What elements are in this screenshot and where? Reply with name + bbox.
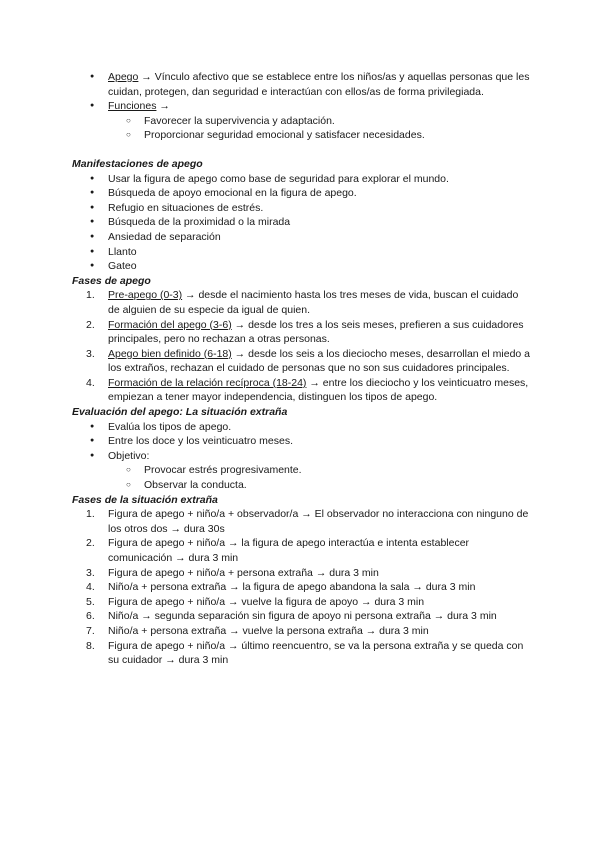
list-item: ● Ansiedad de separación <box>108 230 532 245</box>
list-item: ● Evalúa los tipos de apego. <box>108 420 532 435</box>
phase-text: Niño/a + persona extraña → la figura de apego abandona la sala → dura 3 min <box>108 581 476 594</box>
numbered-item <box>86 580 532 595</box>
phase-term: Pre-apego (0-3) <box>108 289 183 302</box>
item-number: 2. <box>86 537 95 550</box>
phase-text: Figura de apego + niño/a + persona extraña → dura 3 min <box>108 566 379 579</box>
phase-text: → desde los seis a los dieciocho meses, desarrollan el miedo a los extraños, rechazan el cuidado de personas que no son sus cuidadores principales. <box>108 347 531 375</box>
phase-text: → entre los dieciocho y los veinticuatro meses, empiezan a tener mayor independencia, distinguen los tipos de apego. <box>108 376 529 404</box>
phase-text: Figura de apego + niño/a → vuelve la figura de apoyo → dura 3 min <box>108 595 425 608</box>
sublist-item: ○ Provocar estrés progresivamente. <box>144 463 532 478</box>
list-item: ● Búsqueda de apoyo emocional en la figura de apego. <box>108 186 532 201</box>
item-number: 4. <box>86 376 95 389</box>
arrow-text: → <box>156 100 170 113</box>
numbered-item <box>86 536 532 565</box>
list-item <box>108 99 532 143</box>
numbered-item <box>86 624 532 639</box>
document-page <box>72 70 532 668</box>
item-number: 8. <box>86 639 95 652</box>
heading-manifestaciones: Manifestaciones de apego <box>72 157 203 170</box>
phase-term: Apego bien definido (6-18) <box>108 347 232 360</box>
spacer <box>72 143 532 157</box>
list-item: ● Búsqueda de la proximidad o la mirada <box>108 215 532 230</box>
objetivo-sublist <box>108 463 532 492</box>
numbered-item <box>86 639 532 668</box>
fases-apego-list <box>72 288 532 405</box>
funciones-sublist <box>108 114 532 143</box>
heading-fases-situacion: Fases de la situación extraña <box>72 493 218 506</box>
phase-text: Niño/a + persona extraña → vuelve la persona extraña → dura 3 min <box>108 624 429 637</box>
term-apego: Apego <box>108 71 139 83</box>
phase-text: Figura de apego + niño/a → último reencuentro, se va la persona extraña y se queda con su cuidador → dura 3 min <box>108 639 524 667</box>
list-item: ● Refugio en situaciones de estrés. <box>108 201 532 216</box>
list-item: ● Gateo <box>108 259 532 274</box>
phase-text: Figura de apego + niño/a → la figura de apego interactúa e intenta establecer comunicación → dura 3 min <box>108 537 470 564</box>
item-number: 3. <box>86 566 95 579</box>
list-item <box>108 449 532 493</box>
sublist-item: ○ Favorecer la supervivencia y adaptación. <box>144 114 532 129</box>
list-item: ● Entre los doce y los veinticuatro meses. <box>108 434 532 449</box>
sublist-item: ○ Observar la conducta. <box>144 478 532 493</box>
item-number: 2. <box>86 318 95 331</box>
evaluacion-list <box>72 420 532 493</box>
numbered-item <box>86 609 532 624</box>
term-funciones: Funciones <box>108 100 157 113</box>
objetivo-label: Objetivo: <box>108 449 150 462</box>
manifestaciones-list <box>72 172 532 274</box>
item-number: 6. <box>86 610 95 623</box>
intro-list <box>72 70 532 143</box>
phase-text: → desde el nacimiento hasta los tres meses de vida, buscan el cuidado de alguien de su especie da igual de quien. <box>108 289 519 316</box>
heading-fases-apego: Fases de apego <box>72 274 151 287</box>
definition-text: → Vínculo afectivo que se establece entre los niños/as y aquellas personas que les cuidan, protegen, dan seguridad e interactúan con ellos/as de forma privilegiada. <box>108 71 530 98</box>
item-number: 1. <box>86 289 95 302</box>
numbered-item <box>86 288 532 317</box>
item-number: 5. <box>86 595 95 608</box>
phase-text: Figura de apego + niño/a + observador/a → El observador no interacciona con ninguno de los otros dos → dura 30s <box>108 508 529 535</box>
list-item: ● Llanto <box>108 245 532 260</box>
list-item: ● Usar la figura de apego como base de seguridad para explorar el mundo. <box>108 172 532 187</box>
phase-term: Formación de la relación recíproca (18-24) <box>108 376 307 389</box>
heading-evaluacion: Evaluación del apego: La situación extraña <box>72 406 288 419</box>
numbered-item <box>86 507 532 536</box>
item-number: 3. <box>86 347 95 360</box>
phase-text: Niño/a → segunda separación sin figura de apoyo ni persona extraña → dura 3 min <box>108 610 497 623</box>
fases-situacion-list <box>72 507 532 668</box>
numbered-item <box>86 376 532 405</box>
item-number: 1. <box>86 508 95 521</box>
item-number: 7. <box>86 624 95 637</box>
numbered-item <box>86 318 532 347</box>
phase-term: Formación del apego (3-6) <box>108 318 232 331</box>
item-number: 4. <box>86 581 95 594</box>
phase-text: → desde los tres a los seis meses, prefieren a sus cuidadores principales, pero no rechazan a otras personas. <box>108 318 524 346</box>
list-item <box>108 70 532 99</box>
numbered-item <box>86 566 532 581</box>
numbered-item <box>86 595 532 610</box>
numbered-item <box>86 347 532 376</box>
sublist-item: ○ Proporcionar seguridad emocional y satisfacer necesidades. <box>144 128 532 143</box>
